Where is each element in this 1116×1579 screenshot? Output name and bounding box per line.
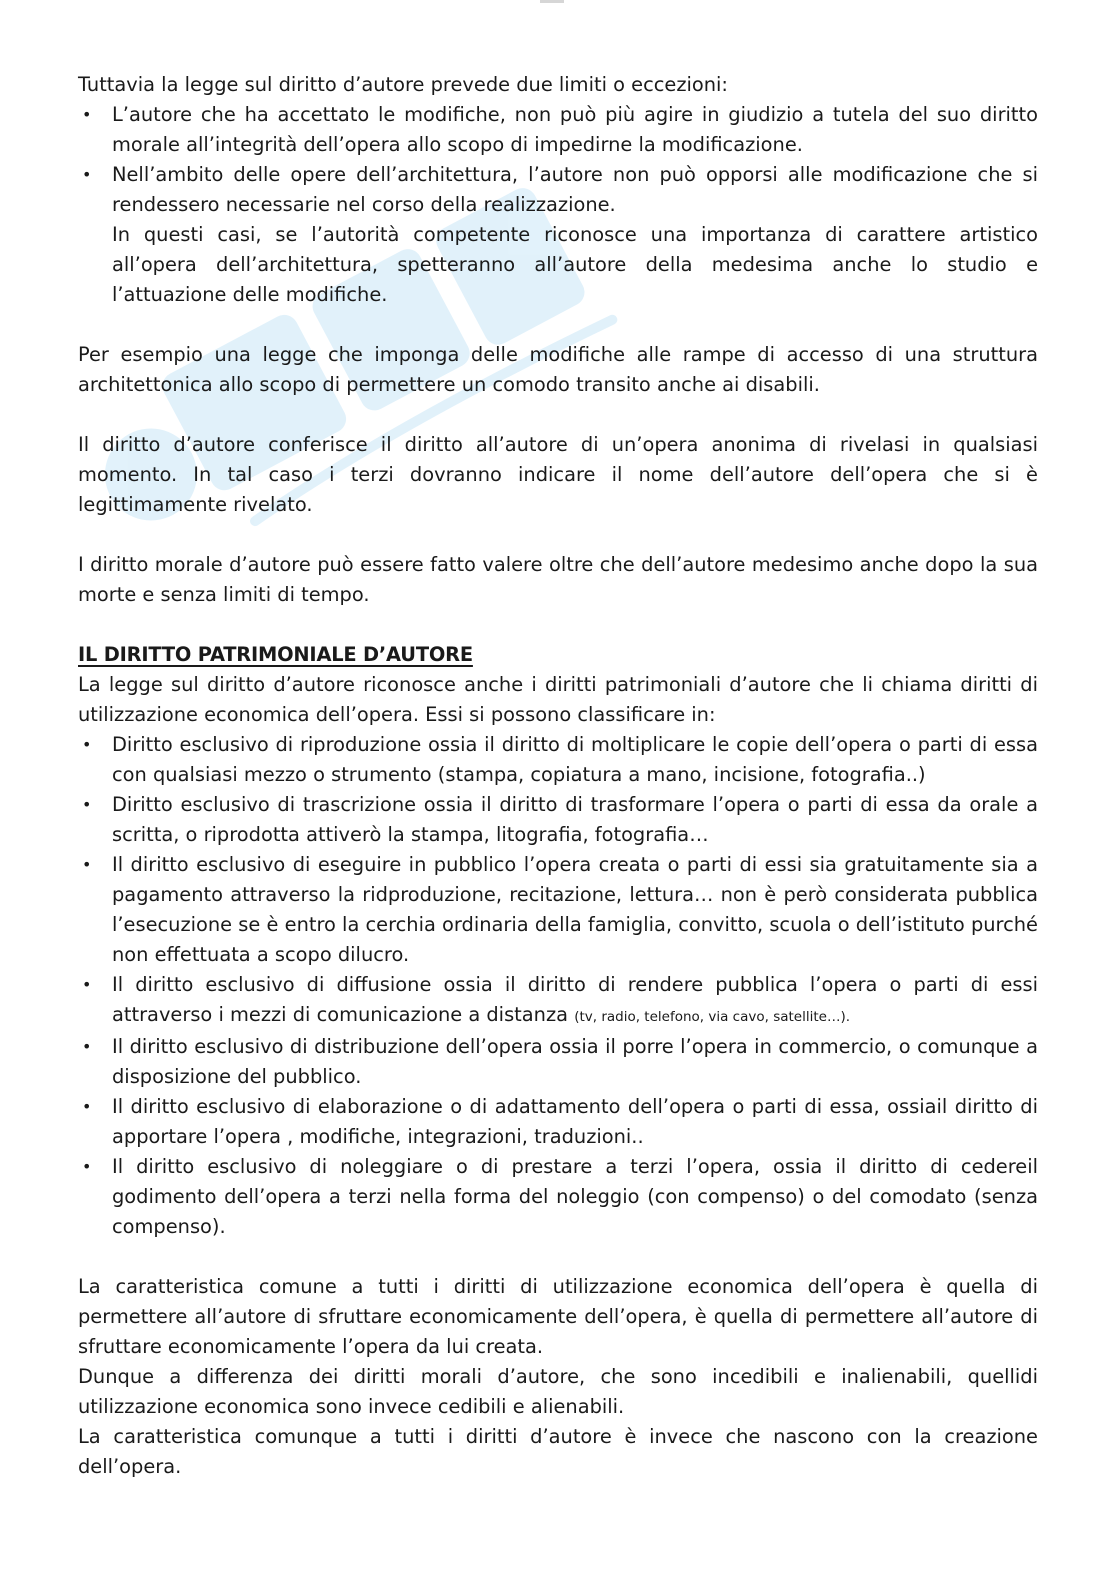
spacer xyxy=(78,520,1038,550)
list-item-text: Il diritto esclusivo di elaborazione o di adattamento dell’opera o parti di essa, ossiail diritto di apportare l’opera , modifiche, integrazioni, traduzioni.. xyxy=(112,1095,1038,1148)
header-mark xyxy=(540,0,564,3)
moral-right-paragraph: I diritto morale d’autore può essere fatto valere oltre che dell’autore medesimo anche dopo la sua morte e senza limiti di tempo. xyxy=(78,553,1038,606)
conclusion-paragraph-3: La caratteristica comunque a tutti i diritti d’autore è invece che nascono con la creazione dell’opera. xyxy=(78,1425,1038,1478)
spacer xyxy=(78,400,1038,430)
list-item-continuation: In questi casi, se l’autorità competente riconosce una importanza di carattere artistico all’opera dell’architettura, spetteranno all’autore della medesima anche lo studio e l’attuazione delle modifiche. xyxy=(112,223,1038,306)
list-item-text: Il diritto esclusivo di noleggiare o di prestare a terzi l’opera, ossia il diritto di cedereil godimento dell’opera a terzi nella forma del noleggio (con compenso) o del comodato (senza compenso). xyxy=(112,1155,1038,1238)
list-item-text: Il diritto esclusivo di eseguire in pubblico l’opera creata o parti di essi sia gratuitamente sia a pagamento attraverso la ridproduzione, recitazione, lettura… non è però considerata pubblica l’esecuzione se è entro la cerchia ordinaria della famiglia, convitto, scuola o dell’istituto purché non effettuata a scopo dilucro. xyxy=(112,853,1038,966)
spacer xyxy=(78,310,1038,340)
document-page xyxy=(78,70,1038,1482)
limits-intro: Tuttavia la legge sul diritto d’autore prevede due limiti o eccezioni: xyxy=(78,73,728,96)
list-item-text: Diritto esclusivo di riproduzione ossia il diritto di moltiplicare le copie dell’opera o parti di essa con qualsiasi mezzo o strumento (stampa, copiatura a mano, incisione, fotografia..) xyxy=(112,733,1038,786)
list-item-text: Il diritto esclusivo di diffusione ossia il diritto di rendere pubblica l’opera o parti di essi attraverso i mezzi di comunicazione a distanza xyxy=(112,973,1038,1026)
conclusion-paragraph-2: Dunque a differenza dei diritti morali d’autore, che sono incedibili e inalienabili, quellidi utilizzazione economica sono invece cedibili e alienabili. xyxy=(78,1365,1038,1418)
spacer xyxy=(78,1242,1038,1272)
list-item xyxy=(78,730,1038,790)
example-paragraph: Per esempio una legge che imponga delle modifiche alle rampe di accesso di una struttura architettonica allo scopo di permettere un comodo transito anche ai disabili. xyxy=(78,343,1038,396)
list-item xyxy=(78,1032,1038,1092)
list-item-text: Nell’ambito delle opere dell’architettura, l’autore non può opporsi alle modificazione che si rendessero necessarie nel corso della realizzazione. xyxy=(112,163,1038,216)
list-item xyxy=(78,100,1038,160)
patrimonial-intro: La legge sul diritto d’autore riconosce anche i diritti patrimoniali d’autore che li chiama diritti di utilizzazione economica dell’opera. Essi si possono classificare in: xyxy=(78,673,1038,726)
list-item xyxy=(78,160,1038,310)
list-item-text: Diritto esclusivo di trascrizione ossia il diritto di trasformare l’opera o parti di essa da orale a scritta, o riprodotta attiverò la stampa, litografia, fotografia… xyxy=(112,793,1038,846)
list-item xyxy=(78,790,1038,850)
list-item-note: (tv, radio, telefono, via cavo, satellite…). xyxy=(574,1009,851,1025)
list-item xyxy=(78,970,1038,1032)
spacer xyxy=(78,610,1038,640)
conclusion-paragraph-1: La caratteristica comune a tutti i diritti di utilizzazione economica dell’opera è quella di permettere all’autore di sfruttare economicamente dell’opera, è quella di permettere all’autore di sfruttare economicamente l’opera da lui creata. xyxy=(78,1275,1038,1358)
list-item-text: L’autore che ha accettato le modifiche, non può più agire in giudizio a tutela del suo diritto morale all’integrità dell’opera allo scopo di impedirne la modificazione. xyxy=(112,103,1038,156)
list-item xyxy=(78,850,1038,970)
patrimonial-rights-list xyxy=(78,730,1038,1242)
section-heading: IL DIRITTO PATRIMONIALE D’AUTORE xyxy=(78,643,473,666)
list-item xyxy=(78,1152,1038,1242)
list-item xyxy=(78,1092,1038,1152)
limits-list xyxy=(78,100,1038,310)
list-item-text: Il diritto esclusivo di distribuzione dell’opera ossia il porre l’opera in commercio, o comunque a disposizione del pubblico. xyxy=(112,1035,1038,1088)
anonymous-work-paragraph: Il diritto d’autore conferisce il diritto all’autore di un’opera anonima di rivelasi in qualsiasi momento. In tal caso i terzi dovranno indicare il nome dell’autore dell’opera che si è legittimamente rivelato. xyxy=(78,433,1038,516)
